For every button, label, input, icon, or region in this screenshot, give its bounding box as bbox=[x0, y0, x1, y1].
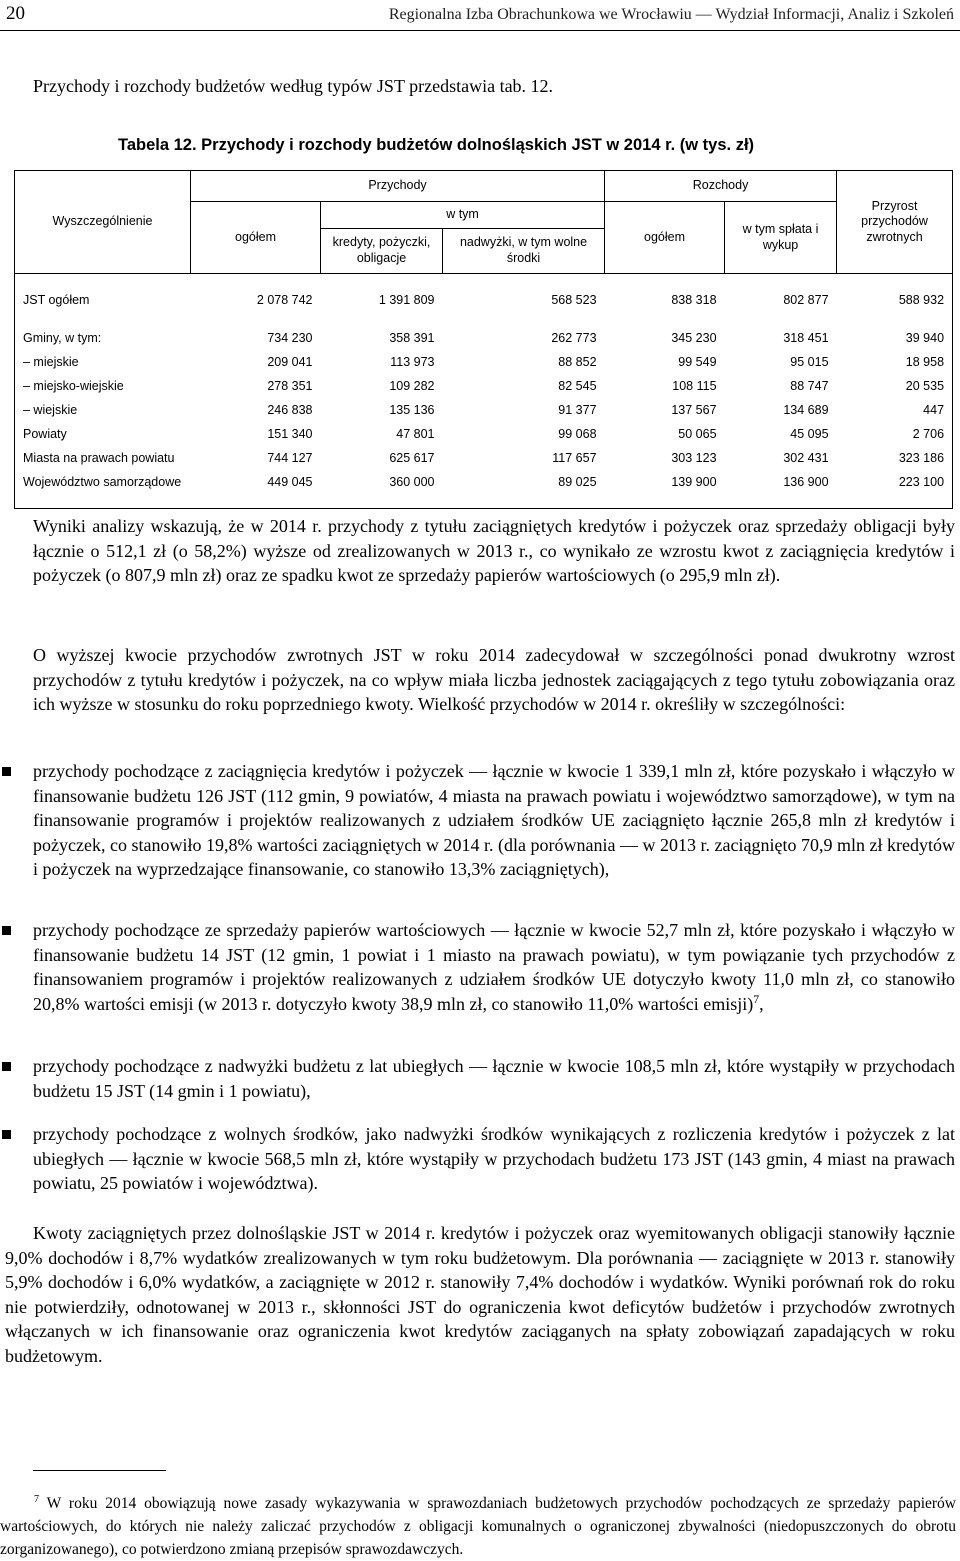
row-label: Powiaty bbox=[23, 427, 67, 441]
table-row bbox=[15, 446, 953, 470]
table-cell: 360 000 bbox=[389, 475, 435, 489]
list-item-text: przychody pochodzące z wolnych środków, jako nadwyżki środków wynikających z rozliczenia kredytów i pożyczek z lat ubiegłych — łącznie w kwocie 568,5 mln zł, które wystąpiły w przychodach budżetu 173 JST (143 gmin, 4 miast na prawach powiatu, 25 powiatów i województwa). bbox=[33, 1124, 955, 1194]
header-splata: w tym spłata i wykup bbox=[725, 202, 837, 274]
table-cell: 18 958 bbox=[905, 355, 945, 369]
footnote-rule bbox=[33, 1470, 166, 1471]
paragraph-2-text: O wyższej kwocie przychodów zwrotnych JST w roku 2014 zadecydował w szczególności ponad dwukrotny wzrost przychodów z tytułu kredytów i pożyczek, na co wpływ miała liczba jednostek zaciągających z tego tytułu zobowiązania oraz ich wyższe w stosunku do roku poprzedniego kwoty. Wielkość przychodów w 2014 r. określiły w szczególności: bbox=[33, 645, 955, 715]
header-rule bbox=[0, 30, 960, 31]
list-item-text-main: przychody pochodzące ze sprzedaży papierów wartościowych — łącznie w kwocie 52,7 mln zł, które pozyskało i włączyło w finansowanie budżetu 14 JST (12 gmin, 1 powiat i 1 miasto na prawach powiatu), w tym powiązanie tych przychodów z finansowaniem programów i projektów realizowanych z udziałem środków UE dotyczyło kwoty 11,0 mln zł, co stanowiło 20,8% wartości emisji (w 2013 r. dotyczyło kwoty 38,9 mln zł, co stanowiło 11,0% wartości emisji) bbox=[33, 920, 955, 1014]
spacer-row bbox=[15, 312, 953, 326]
paragraph-3 bbox=[5, 1221, 955, 1369]
list-item-text: przychody pochodzące z zaciągnięcia kredytów i pożyczek — łącznie w kwocie 1 339,1 mln zł, które pozyskało i włączyło w finansowanie budżetu 126 JST (112 gmin, 9 powiatów, 4 miasta na prawach powiatu i województwo samorządowe), w tym na finansowanie programów i projektów realizowanych z udziałem środków UE zaciągnięto łącznie 265,8 mln zł kredytów i pożyczek, co stanowiło 19,8% wartości zaciągniętych w 2014 r. (dla porównania — w 2013 r. zaciągnięto 70,9 mln zł kredytów i pożyczek na wyprzedzające finansowanie, co stanowiło 13,3% zaciągniętych), bbox=[33, 761, 955, 880]
table-cell: 20 535 bbox=[905, 379, 945, 393]
table-cell: 223 100 bbox=[898, 475, 945, 489]
square-bullet-icon bbox=[2, 926, 11, 935]
table-cell: 303 123 bbox=[671, 451, 717, 465]
table-row bbox=[15, 422, 953, 446]
table-cell: 113 973 bbox=[390, 355, 435, 369]
spacer-row bbox=[15, 494, 953, 509]
table-row bbox=[15, 326, 953, 350]
list-item-text-tail: , bbox=[759, 993, 764, 1014]
paragraph-2 bbox=[33, 643, 955, 717]
table-cell: 302 431 bbox=[783, 451, 829, 465]
header-przychody: Przychody bbox=[191, 171, 605, 202]
square-bullet-icon bbox=[2, 1130, 11, 1139]
table-cell: 449 045 bbox=[267, 475, 313, 489]
row-label: JST ogółem bbox=[23, 293, 90, 307]
square-bullet-icon bbox=[2, 1062, 11, 1071]
table-cell: 447 bbox=[923, 403, 945, 417]
table-cell: 45 095 bbox=[790, 427, 829, 441]
table-cell: 50 065 bbox=[678, 427, 717, 441]
row-label: Miasta na prawach powiatu bbox=[23, 451, 175, 465]
table-cell: 91 377 bbox=[558, 403, 597, 417]
page-number: 20 bbox=[6, 3, 25, 24]
footnote-ref: 7 bbox=[753, 992, 760, 1006]
table-cell: 99 549 bbox=[678, 355, 717, 369]
square-bullet-icon bbox=[2, 767, 11, 776]
table-cell: 262 773 bbox=[551, 331, 597, 345]
table-cell: 744 127 bbox=[267, 451, 313, 465]
table-cell: 88 747 bbox=[790, 379, 829, 393]
table-cell: 108 115 bbox=[672, 379, 717, 393]
paragraph-1-text: Wyniki analizy wskazują, że w 2014 r. przychody z tytułu zaciągniętych kredytów i pożyczek oraz sprzedaży obligacji były łącznie o 512,1 zł (o 58,2%) wyższe od zrealizowanych w 2013 r., co wynikało ze wzrostu kwot z zaciągnięcia kredytów i pożyczek (o 807,9 mln zł) oraz ze spadku kwot ze sprzedaży papierów wartościowych (o 295,9 mln zł). bbox=[33, 516, 955, 586]
table-cell: 137 567 bbox=[671, 403, 717, 417]
table-row bbox=[15, 350, 953, 374]
table-cell: 318 451 bbox=[783, 331, 829, 345]
table-cell: 568 523 bbox=[551, 293, 597, 307]
table-cell: 734 230 bbox=[267, 331, 313, 345]
table-cell: 88 852 bbox=[558, 355, 597, 369]
table-row bbox=[15, 398, 953, 422]
table-cell: 135 136 bbox=[389, 403, 435, 417]
table-cell: 95 015 bbox=[790, 355, 829, 369]
table-cell: 246 838 bbox=[267, 403, 313, 417]
table-cell: 99 068 bbox=[558, 427, 597, 441]
table-caption: Tabela 12. Przychody i rozchody budżetów dolnośląskich JST w 2014 r. (w tys. zł) bbox=[118, 136, 755, 154]
row-label: Województwo samorządowe bbox=[23, 475, 182, 489]
table-cell: 358 391 bbox=[389, 331, 435, 345]
table-cell: 47 801 bbox=[396, 427, 435, 441]
list-item-text: przychody pochodzące z nadwyżki budżetu z lat ubiegłych — łącznie w kwocie 108,5 mln zł, które wystąpiły w przychodach budżetu 15 JST (14 gmin i 1 powiatu), bbox=[33, 1056, 955, 1101]
table-cell: 134 689 bbox=[783, 403, 829, 417]
paragraph-3-text: Kwoty zaciągniętych przez dolnośląskie JST w 2014 r. kredytów i pożyczek oraz wyemitowanych obligacji stanowiły łącznie 9,0% dochodów i 8,7% wydatków zrealizowanych w tym roku budżetowym. Dla porównania — zaciągnięte w 2013 r. stanowiły 5,9% dochodów i 6,0% wydatków, a zaciągnięte w 2012 r. stanowiły 7,4% dochodów i wydatków. Wyniki porównań rok do roku nie potwierdziły, odnotowanej w 2013 r., skłonności JST do ograniczenia kwot deficytów budżetów i przychodów zwrotnych włączanych w ich finansowanie oraz ograniczenia kwot kredytów zaciąganych na spłaty zobowiązań zapadających w roku budżetowym. bbox=[5, 1223, 955, 1366]
table-cell: 1 391 809 bbox=[378, 293, 435, 307]
table-cell: 802 877 bbox=[783, 293, 829, 307]
row-label: – miejskie bbox=[23, 355, 79, 369]
data-table bbox=[14, 170, 952, 509]
table-cell: 117 657 bbox=[552, 451, 597, 465]
table-row bbox=[15, 288, 953, 312]
header-kredyty: kredyty, pożyczki, obligacje bbox=[321, 229, 443, 274]
table-cell: 89 025 bbox=[558, 475, 597, 489]
table-row bbox=[15, 470, 953, 494]
table-cell: 625 617 bbox=[389, 451, 435, 465]
header-ogolem-rozchody: ogółem bbox=[605, 202, 725, 274]
intro-sentence: Przychody i rozchody budżetów według typów JST przedstawia tab. 12. bbox=[33, 76, 554, 96]
table-cell: 2 706 bbox=[912, 427, 945, 441]
table-row bbox=[15, 374, 953, 398]
table-cell: 2 078 742 bbox=[256, 293, 313, 307]
header-ogolem: ogółem bbox=[191, 202, 321, 274]
table-cell: 139 900 bbox=[671, 475, 717, 489]
footnote-text: W roku 2014 obowiązują nowe zasady wykazywania w sprawozdaniach budżetowych przychodów pochodzących ze sprzedaży papierów wartościowych, do których nie należy zaliczać przychodów z obligacji komunalnych o ograniczonej zbywalności (niedopuszczonych do obrotu zorganizowanego), co potwierdzono zmianą przepisów sprawozdawczych. bbox=[0, 1495, 956, 1558]
header-nadwyzki: nadwyżki, w tym wolne środki bbox=[443, 229, 605, 274]
page-header bbox=[0, 0, 960, 30]
header-rozchody: Rozchody bbox=[605, 171, 837, 202]
table-cell: 109 282 bbox=[389, 379, 435, 393]
header-spec: Wyszczególnienie bbox=[15, 171, 191, 274]
header-w-tym: w tym bbox=[321, 202, 605, 229]
table-cell: 209 041 bbox=[267, 355, 313, 369]
footnote bbox=[0, 1492, 956, 1561]
table-body bbox=[15, 274, 953, 509]
table-cell: 39 940 bbox=[905, 331, 945, 345]
table-cell: 278 351 bbox=[267, 379, 313, 393]
header-przyrost: Przyrost przychodów zwrotnych bbox=[837, 171, 953, 274]
table-cell: 82 545 bbox=[558, 379, 597, 393]
table-cell: 838 318 bbox=[671, 293, 717, 307]
table-cell: 136 900 bbox=[783, 475, 829, 489]
row-label: Gminy, w tym: bbox=[23, 331, 102, 345]
table-cell: 588 932 bbox=[898, 293, 945, 307]
table-cell: 345 230 bbox=[671, 331, 717, 345]
row-label: – miejsko-wiejskie bbox=[23, 379, 124, 393]
paragraph-1 bbox=[33, 514, 955, 588]
list-item-text bbox=[33, 918, 955, 1016]
running-title: Regionalna Izba Obrachunkowa we Wrocławiu — Wydział Informacji, Analiz i Szkoleń bbox=[388, 6, 954, 23]
spacer-row bbox=[15, 274, 953, 289]
table-cell: 151 340 bbox=[267, 427, 313, 441]
table-cell: 323 186 bbox=[898, 451, 945, 465]
row-label: – wiejskie bbox=[23, 403, 78, 417]
footnote-marker: 7 bbox=[34, 1493, 40, 1505]
